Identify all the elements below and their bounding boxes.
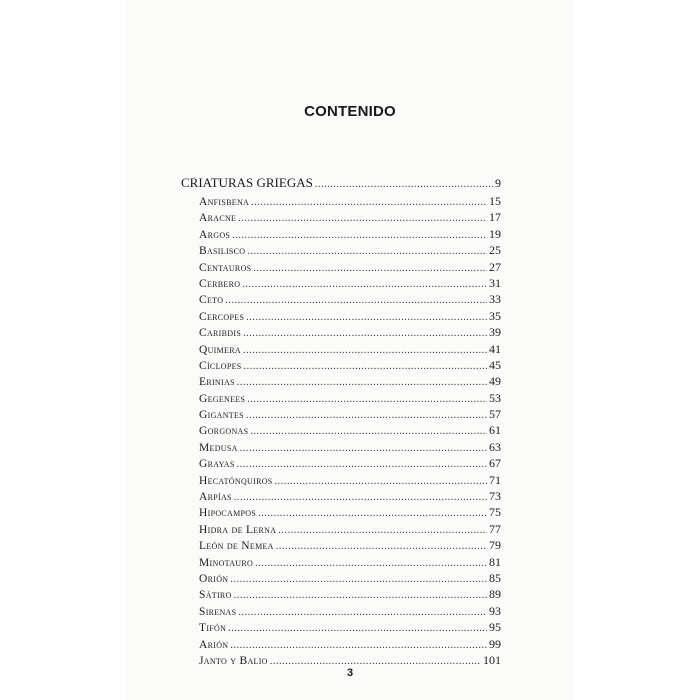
toc-entry-page: 77 [489, 521, 501, 536]
toc-entry-title: Ceto [199, 294, 224, 307]
toc-entry-page: 31 [489, 275, 501, 290]
toc-entry [181, 619, 501, 635]
toc-entry [181, 373, 501, 389]
toc-entry-page: 27 [489, 259, 501, 274]
toc-entry-page: 61 [489, 423, 501, 438]
toc-entry-title: León de Nemea [199, 540, 274, 553]
table-of-contents [181, 172, 501, 668]
toc-entry-page: 19 [489, 226, 501, 241]
toc-entry-page: 89 [489, 587, 501, 602]
toc-dot-leader [258, 506, 487, 522]
toc-entry [181, 504, 501, 520]
toc-dot-leader [225, 293, 487, 309]
toc-entry-page: 75 [489, 505, 501, 520]
toc-entry-page: 49 [489, 374, 501, 389]
toc-entry-title: Cíclopes [199, 359, 242, 372]
toc-entry-page: 15 [489, 194, 501, 208]
toc-entry-page: 45 [489, 357, 501, 372]
toc-dot-leader [237, 457, 487, 473]
toc-entry-page: 41 [489, 341, 501, 356]
toc-entry-page: 73 [489, 489, 501, 504]
toc-dot-leader [238, 605, 487, 621]
toc-entry-page: 35 [489, 308, 501, 323]
toc-section-row [181, 172, 501, 193]
toc-entry [181, 308, 501, 324]
toc-entry [181, 472, 501, 488]
toc-entry [181, 209, 501, 225]
toc-dot-leader [243, 326, 487, 342]
toc-entry-page: 53 [489, 390, 501, 405]
toc-entry-title: Centauros [199, 261, 252, 274]
toc-entry [181, 341, 501, 357]
toc-entry-title: Gigantes [199, 409, 244, 422]
page-heading: CONTENIDO [304, 103, 396, 120]
toc-dot-leader [247, 244, 487, 260]
toc-entry [181, 357, 501, 373]
toc-dot-leader [243, 343, 487, 359]
toc-dot-leader [315, 174, 493, 195]
toc-dot-leader [250, 424, 487, 440]
toc-entry-page: 71 [489, 472, 501, 487]
toc-entry-title: Cercopes [199, 310, 245, 323]
toc-dot-leader [246, 408, 487, 424]
toc-entry-list [181, 193, 501, 668]
toc-entry-page: 95 [489, 620, 501, 635]
toc-entry-title: Minotauro [199, 556, 254, 569]
toc-entry-title: Arpías [199, 491, 232, 504]
toc-entry-page: 85 [489, 570, 501, 585]
toc-entry [181, 455, 501, 471]
toc-dot-leader [237, 375, 487, 391]
toc-entry-title: Tifón [199, 622, 227, 635]
toc-entry-title: Sátiro [199, 589, 232, 602]
toc-entry-title: Basilisco [199, 245, 246, 258]
toc-entry-title: Orión [199, 572, 229, 585]
toc-entry-title: Gorgonas [199, 425, 249, 438]
toc-entry [181, 242, 501, 258]
toc-dot-leader [228, 621, 487, 637]
toc-entry-title: Aracne [199, 212, 237, 225]
toc-entry [181, 193, 501, 209]
toc-dot-leader [255, 556, 487, 572]
toc-entry-title: Grayas [199, 458, 235, 471]
toc-dot-leader [253, 261, 487, 277]
toc-entry [181, 324, 501, 340]
toc-entry-title: Hecatónquiros [199, 474, 273, 487]
toc-entry [181, 586, 501, 602]
toc-entry [181, 554, 501, 570]
toc-entry-title: Gegenees [199, 392, 246, 405]
toc-entry-page: 33 [489, 292, 501, 307]
toc-entry-title: Argos [199, 228, 231, 241]
toc-entry-title: Cerbero [199, 277, 241, 290]
toc-entry-title: Arión [199, 638, 229, 651]
toc-dot-leader [232, 228, 487, 244]
toc-entry-page: 99 [489, 636, 501, 651]
toc-entry-title: Hipocampos [199, 507, 257, 520]
toc-entry-page: 57 [489, 407, 501, 422]
toc-entry [181, 406, 501, 422]
toc-entry-title: Anfisbena [199, 196, 250, 208]
toc-entry [181, 259, 501, 275]
toc-entry [181, 636, 501, 652]
page-number: 3 [346, 667, 354, 679]
toc-entry [181, 570, 501, 586]
toc-entry-page: 93 [489, 603, 501, 618]
toc-entry [181, 439, 501, 455]
toc-entry [181, 275, 501, 291]
toc-entry-page: 79 [489, 538, 501, 553]
toc-entry [181, 521, 501, 537]
toc-entry [181, 603, 501, 619]
toc-dot-leader [240, 441, 487, 457]
toc-dot-leader [234, 490, 487, 506]
toc-entry-page: 39 [489, 325, 501, 340]
toc-dot-leader [246, 310, 487, 326]
toc-entry [181, 422, 501, 438]
toc-entry [181, 291, 501, 307]
toc-entry-title: Hidra de Lerna [199, 523, 277, 536]
toc-entry [181, 652, 501, 668]
toc-section-title: CRIATURAS GRIEGAS [181, 175, 313, 190]
toc-entry-page: 81 [489, 554, 501, 569]
toc-entry-title: Sirenas [199, 605, 237, 618]
toc-dot-leader [242, 277, 487, 293]
toc-entry-title: Caribdis [199, 327, 242, 340]
toc-entry [181, 537, 501, 553]
toc-entry [181, 226, 501, 242]
toc-entry [181, 488, 501, 504]
toc-dot-leader [276, 539, 487, 555]
toc-dot-leader [230, 572, 487, 588]
toc-dot-leader [244, 359, 487, 375]
toc-entry-title: Janto y Balio [199, 654, 268, 667]
toc-dot-leader [230, 638, 487, 654]
toc-dot-leader [234, 588, 487, 604]
toc-entry-title: Erinias [199, 376, 235, 389]
toc-dot-leader [278, 523, 487, 539]
toc-dot-leader [247, 392, 487, 408]
toc-entry-page: 17 [489, 210, 501, 225]
toc-entry-page: 101 [483, 652, 501, 667]
toc-section-page: 9 [495, 176, 501, 190]
toc-dot-leader [251, 195, 487, 211]
toc-entry-title: Quimera [199, 343, 241, 356]
toc-dot-leader [275, 474, 487, 490]
toc-entry-page: 25 [489, 243, 501, 258]
toc-entry-page: 67 [489, 456, 501, 471]
toc-entry-page: 63 [489, 439, 501, 454]
toc-dot-leader [238, 211, 487, 227]
toc-entry [181, 390, 501, 406]
toc-entry-title: Medusa [199, 441, 238, 454]
